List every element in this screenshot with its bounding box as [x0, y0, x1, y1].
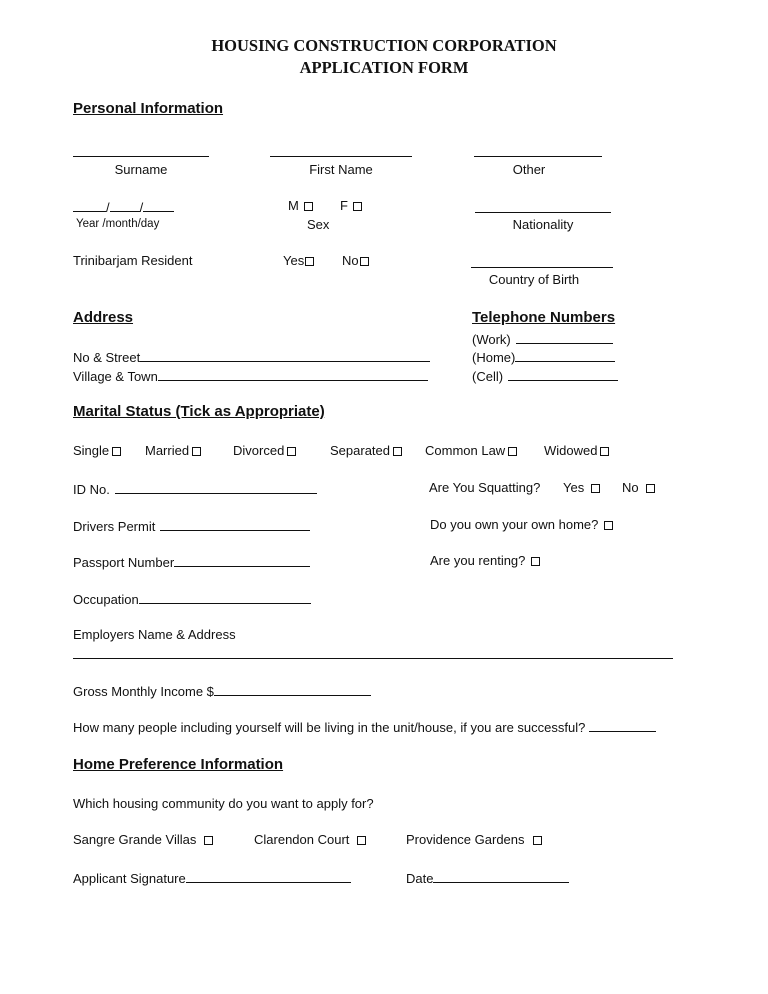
marital-option-label: Divorced	[233, 443, 285, 458]
sex-female-option[interactable]	[340, 198, 362, 213]
first-name-label: First Name	[309, 162, 373, 177]
year-field[interactable]	[73, 198, 106, 212]
gross-income-row	[73, 682, 371, 699]
date-field[interactable]	[433, 869, 569, 883]
squatting-yes-option[interactable]	[563, 480, 600, 495]
renting-option[interactable]	[430, 553, 540, 568]
marital-option-label: Separated	[330, 443, 390, 458]
marital-option-common-law[interactable]	[425, 443, 517, 458]
renting-checkbox[interactable]	[531, 557, 540, 566]
employer-label: Employers Name & Address	[73, 627, 236, 642]
single-checkbox[interactable]	[112, 447, 121, 456]
gross-income-label: Gross Monthly Income $	[73, 684, 214, 699]
community-option-label: Providence Gardens	[406, 832, 525, 847]
resident-yes-checkbox[interactable]	[305, 257, 314, 266]
passport-label: Passport Number	[73, 555, 175, 570]
community-option-clarendon[interactable]	[254, 832, 366, 847]
widowed-checkbox[interactable]	[600, 447, 609, 456]
female-label: F	[340, 198, 348, 213]
clarendon-checkbox[interactable]	[357, 836, 366, 845]
date-row	[406, 869, 569, 886]
marital-option-label: Common Law	[425, 443, 506, 458]
village-row	[73, 367, 428, 384]
surname-label: Surname	[114, 162, 168, 177]
address-heading: Address	[73, 309, 134, 326]
street-field[interactable]	[140, 348, 430, 362]
male-label: M	[288, 198, 299, 213]
resident-no-checkbox[interactable]	[360, 257, 369, 266]
signature-row	[73, 869, 351, 886]
personal-info-heading: Personal Information	[73, 100, 224, 117]
signature-field[interactable]	[186, 869, 351, 883]
community-option-label: Sangre Grande Villas	[73, 832, 197, 847]
common-law-checkbox[interactable]	[508, 447, 517, 456]
home-phone-field[interactable]	[515, 348, 615, 362]
date-label: Date	[406, 871, 434, 886]
own-home-option[interactable]	[430, 517, 613, 532]
date-of-birth-field[interactable]	[73, 198, 174, 215]
id-row	[73, 480, 317, 497]
marital-option-divorced[interactable]	[233, 443, 296, 458]
community-question: Which housing community do you want to apply for?	[73, 796, 374, 811]
date-caption: Year /month/day	[76, 218, 160, 230]
passport-row	[73, 553, 310, 570]
occupation-row	[73, 590, 311, 607]
date-separator: /	[106, 200, 110, 215]
drivers-permit-label: Drivers Permit	[73, 519, 156, 534]
country-of-birth-field[interactable]	[471, 267, 613, 268]
gross-income-field[interactable]	[214, 682, 371, 696]
nationality-field[interactable]	[475, 212, 611, 213]
marital-option-label: Married	[145, 443, 190, 458]
marital-option-separated[interactable]	[330, 443, 402, 458]
own-home-checkbox[interactable]	[604, 521, 613, 530]
resident-yes-label: Yes	[283, 253, 305, 268]
sex-male-option[interactable]	[288, 198, 313, 213]
cell-phone-field[interactable]	[508, 367, 618, 381]
passport-field[interactable]	[174, 553, 310, 567]
day-field[interactable]	[143, 198, 174, 212]
marital-option-label: Widowed	[544, 443, 598, 458]
marital-status-heading: Marital Status (Tick as Appropriate)	[73, 403, 325, 420]
household-row	[73, 718, 656, 735]
nationality-label: Nationality	[512, 217, 574, 232]
marital-option-label: Single	[73, 443, 110, 458]
first-name-field[interactable]	[270, 156, 412, 157]
other-name-field[interactable]	[474, 156, 602, 157]
street-row	[73, 348, 430, 365]
own-home-label: Do you own your own home?	[430, 517, 599, 532]
squatting-yes-label: Yes	[563, 480, 585, 495]
date-separator: /	[139, 200, 144, 215]
community-option-sangre-grande[interactable]	[73, 832, 213, 847]
other-name-label: Other	[512, 162, 546, 177]
drivers-permit-field[interactable]	[160, 517, 310, 531]
squatting-no-label: No	[622, 480, 639, 495]
form-title: HOUSING CONSTRUCTION CORPORATION	[211, 36, 557, 55]
surname-field[interactable]	[73, 156, 209, 157]
home-phone-label: (Home)	[472, 350, 516, 365]
employer-field[interactable]	[73, 658, 673, 659]
household-field[interactable]	[589, 718, 656, 732]
squatting-no-option[interactable]	[622, 480, 655, 495]
cell-phone-row	[472, 367, 618, 384]
community-option-providence[interactable]	[406, 832, 542, 847]
squatting-label: Are You Squatting?	[429, 480, 541, 495]
female-checkbox[interactable]	[353, 202, 362, 211]
divorced-checkbox[interactable]	[287, 447, 296, 456]
cell-phone-label: (Cell)	[472, 369, 504, 384]
resident-no-option[interactable]	[342, 253, 369, 268]
id-label: ID No.	[73, 482, 110, 497]
community-option-label: Clarendon Court	[254, 832, 350, 847]
occupation-field[interactable]	[139, 590, 311, 604]
resident-label: Trinibarjam Resident	[73, 253, 193, 268]
home-preference-heading: Home Preference Information	[73, 756, 284, 773]
renting-label: Are you renting?	[430, 553, 526, 568]
marital-option-single[interactable]	[73, 443, 121, 458]
squatting-yes-checkbox[interactable]	[591, 484, 600, 493]
male-checkbox[interactable]	[304, 202, 313, 211]
marital-option-married[interactable]	[145, 443, 201, 458]
drivers-permit-row	[73, 517, 310, 534]
form-subtitle: APPLICATION FORM	[299, 58, 469, 77]
home-phone-row	[472, 348, 615, 365]
work-phone-row	[472, 330, 613, 347]
signature-label: Applicant Signature	[73, 871, 186, 886]
id-field[interactable]	[115, 480, 317, 494]
street-label: No & Street	[73, 350, 141, 365]
work-phone-label: (Work)	[472, 332, 511, 347]
resident-no-label: No	[342, 253, 359, 268]
village-label: Village & Town	[73, 369, 158, 384]
work-phone-field[interactable]	[516, 330, 613, 344]
squatting-no-checkbox[interactable]	[646, 484, 655, 493]
providence-checkbox[interactable]	[533, 836, 542, 845]
marital-option-widowed[interactable]	[544, 443, 609, 458]
occupation-label: Occupation	[73, 592, 139, 607]
household-label: How many people including yourself will be living in the unit/house, if you are successful?	[73, 720, 586, 735]
sangre-grande-checkbox[interactable]	[204, 836, 213, 845]
telephone-heading: Telephone Numbers	[472, 309, 616, 326]
separated-checkbox[interactable]	[393, 447, 402, 456]
country-of-birth-label: Country of Birth	[488, 272, 580, 287]
married-checkbox[interactable]	[192, 447, 201, 456]
month-field[interactable]	[110, 198, 140, 212]
sex-label: Sex	[307, 217, 330, 232]
village-field[interactable]	[158, 367, 428, 381]
resident-yes-option[interactable]	[283, 253, 314, 268]
